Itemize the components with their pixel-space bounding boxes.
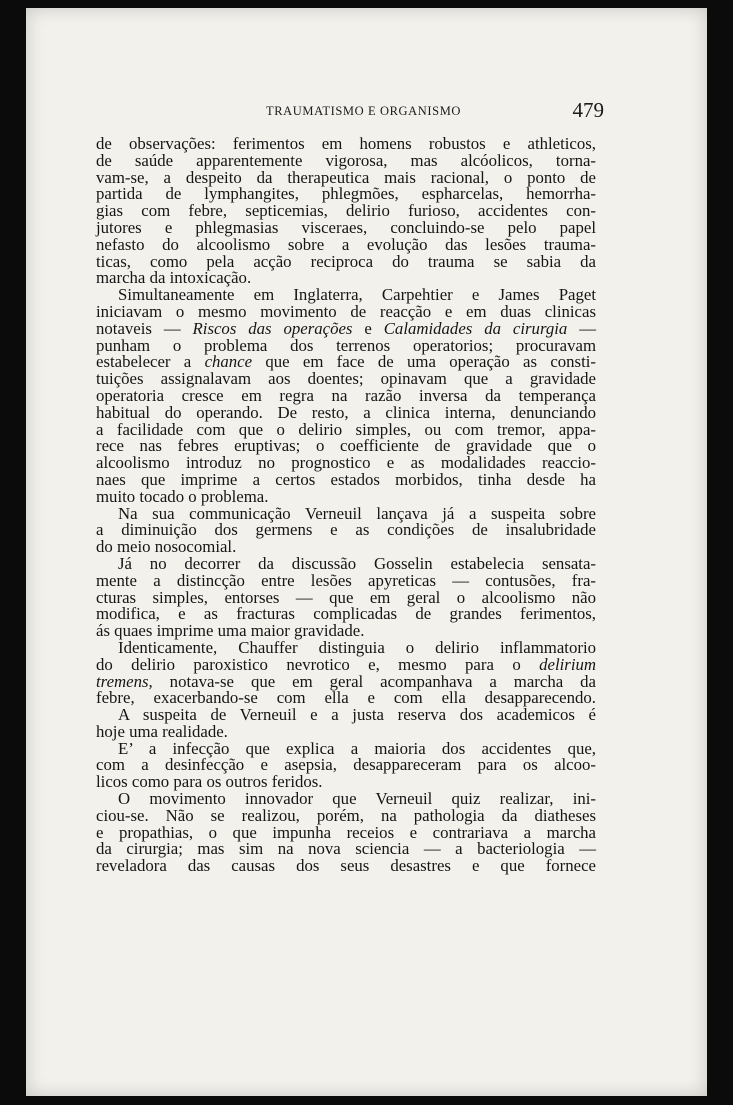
text-run: naes que imprime a certos estados morbidos, tinha desde ha bbox=[96, 469, 596, 489]
text-run: punham o problema dos terrenos operatorios; procuravam bbox=[96, 335, 596, 355]
text-run: e bbox=[352, 318, 384, 338]
text-run: de observações: ferimentos em homens robustos e athleticos, bbox=[96, 134, 596, 153]
running-title: TRAUMATISMO E ORGANISMO bbox=[266, 104, 462, 118]
text-run: iniciavam o mesmo movimento de reacção e em duas clinicas bbox=[96, 301, 596, 321]
book-page bbox=[26, 8, 707, 1096]
text-run: cturas simples, entorses — que em geral o alcoolismo não bbox=[96, 587, 596, 607]
text-run: Identicamente, Chauffer distinguia o delirio inflammatorio bbox=[118, 637, 596, 657]
text-run: O movimento innovador que Verneuil quiz realizar, ini- bbox=[118, 789, 596, 809]
text-run: licos como para os outros feridos. bbox=[96, 772, 323, 792]
text-run: da cirurgia; mas sim na nova sciencia — a bacteriologia — bbox=[96, 839, 596, 859]
text-run: modifica, e as fracturas complicadas de grandes ferimentos, bbox=[96, 604, 596, 624]
text-run: ticas, como pela acção reciproca do trauma se sabia da bbox=[96, 251, 596, 271]
body-text bbox=[96, 136, 596, 875]
text-run: A suspeita de Verneuil e a justa reserva dos academicos é bbox=[118, 705, 596, 725]
text-run: Já no decorrer da discussão Gosselin estabelecia sensata- bbox=[118, 553, 596, 573]
text-run: que em face de uma operação as consti- bbox=[252, 352, 596, 372]
text-run: nefasto do alcoolismo sobre a evolução das lesões trauma- bbox=[96, 234, 596, 254]
running-head bbox=[106, 98, 604, 128]
text-run: notaveis — bbox=[96, 318, 193, 338]
text-run: — bbox=[567, 318, 596, 338]
text-run: partida de lymphangites, phlegmões, espharcelas, hemorrha- bbox=[96, 184, 596, 204]
page-number: 479 bbox=[572, 98, 604, 122]
text-run: ás quaes imprime uma maior gravidade. bbox=[96, 621, 365, 641]
text-run: marcha da intoxicação. bbox=[96, 268, 252, 288]
text-run: notava-se que em geral acompanhava a marcha da bbox=[152, 671, 596, 691]
text-run: a facilidade com que o delirio simples, ou com tremor, appa- bbox=[96, 419, 596, 439]
text-run: muito tocado o problema. bbox=[96, 486, 269, 506]
text-run: reveladora das causas dos seus desastres e que fornece bbox=[96, 856, 596, 876]
text-run: estabelecer a bbox=[96, 352, 205, 372]
text-run: mente a distincção entre lesões apyreticas — contusões, fra- bbox=[96, 570, 596, 590]
text-run: hoje uma realidade. bbox=[96, 721, 228, 741]
italic-phrase: tremens, bbox=[96, 671, 153, 691]
text-run: tuições assignalavam aos doentes; opinavam que a gravidade bbox=[96, 369, 596, 389]
text-run: vam-se, a despeito da therapeutica mais racional, o ponto de bbox=[96, 167, 596, 187]
text-run: rece nas febres eruptivas; o coefficiente de gravidade que o bbox=[96, 436, 596, 456]
text-run: do meio nosocomial. bbox=[96, 537, 237, 557]
text-run: com a desinfecção e asepsia, desappareceram para os alcoo- bbox=[96, 755, 596, 775]
italic-phrase: chance bbox=[204, 352, 253, 372]
text-run: ciou-se. Não se realizou, porém, na pathologia da diatheses bbox=[96, 805, 596, 825]
text-run: Na sua communicação Verneuil lançava já a suspeita sobre bbox=[118, 503, 596, 523]
text-run: habitual do operando. De resto, a clinica interna, denunciando bbox=[96, 402, 596, 422]
text-run: Simultaneamente em Inglaterra, Carpehtier e James Paget bbox=[118, 285, 596, 305]
text-run: gias com febre, septicemias, delirio furioso, accidentes con- bbox=[96, 201, 596, 221]
text-run: jutores e phlegmasias visceraes, concluindo-se pelo papel bbox=[96, 217, 596, 237]
text-run: do delirio paroxistico nevrotico e, mesmo para o bbox=[96, 654, 540, 674]
text-run: a diminuição dos germens e as condições de insalubridade bbox=[96, 520, 596, 540]
text-run: operatoria cresce em regra na razão inversa da temperança bbox=[96, 385, 596, 405]
text-run: alcoolismo introduz no prognostico e as modalidades reaccio- bbox=[96, 453, 596, 473]
text-line bbox=[96, 858, 596, 875]
text-run: e propathias, o que impunha receios e contrariava a marcha bbox=[96, 822, 596, 842]
italic-phrase: delirium bbox=[539, 654, 596, 674]
italic-phrase: Calamidades da cirurgia bbox=[383, 318, 568, 338]
text-run: de saúde apparentemente vigorosa, mas alcóolicos, torna- bbox=[96, 150, 596, 170]
text-run: E’ a infecção que explica a maioria dos accidentes que, bbox=[118, 738, 596, 758]
italic-phrase: Riscos das operações bbox=[192, 318, 353, 338]
text-run: febre, exacerbando-se com ella e com ella desapparecendo. bbox=[96, 688, 596, 708]
